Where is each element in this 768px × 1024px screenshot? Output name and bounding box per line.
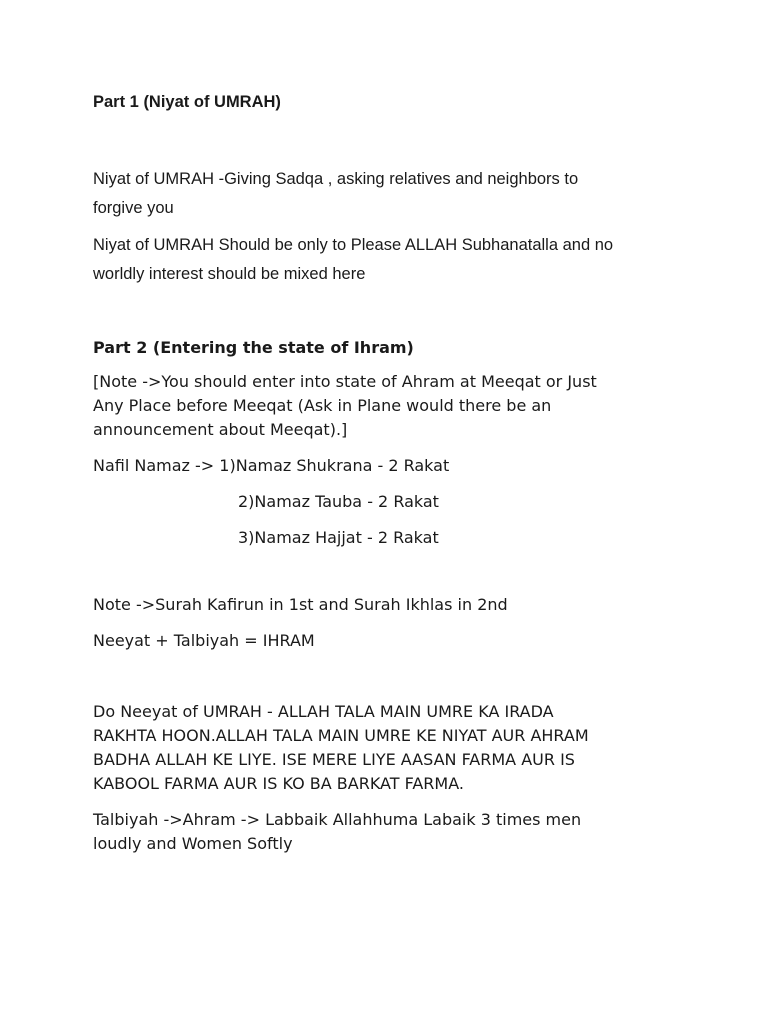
nafil-namaz-line3: 3)Namaz Hajjat - 2 Rakat <box>238 528 439 547</box>
nafil-namaz-line1: Nafil Namaz -> 1)Namaz Shukrana - 2 Rakat <box>93 456 450 475</box>
neeyat-line4: KABOOL FARMA AUR IS KO BA BARKAT FARMA. <box>93 774 464 793</box>
neeyat-line3: BADHA ALLAH KE LIYE. ISE MERE LIYE AASAN FARMA AUR IS <box>93 750 575 769</box>
part1-para1-line2: forgive you <box>93 199 174 217</box>
part2-note-line2: Any Place before Meeqat (Ask in Plane would there be an <box>93 396 552 415</box>
neeyat-line2: RAKHTA HOON.ALLAH TALA MAIN UMRE KE NIYAT AUR AHRAM <box>93 726 589 745</box>
talbiyah-line2: loudly and Women Softly <box>93 834 293 853</box>
part2-note-line1: [Note ->You should enter into state of Ahram at Meeqat or Just <box>93 372 597 391</box>
part1-heading: Part 1 (Niyat of UMRAH) <box>93 93 281 111</box>
part1-para1-line1: Niyat of UMRAH -Giving Sadqa , asking relatives and neighbors to <box>93 170 579 188</box>
surah-note: Note ->Surah Kafirun in 1st and Surah Ikhlas in 2nd <box>93 595 508 614</box>
part2-note-line3: announcement about Meeqat).] <box>93 420 348 439</box>
talbiyah-line1: Talbiyah ->Ahram -> Labbaik Allahhuma Labaik 3 times men <box>93 810 582 829</box>
part1-para2-line1: Niyat of UMRAH Should be only to Please ALLAH Subhanatalla and no <box>93 236 614 254</box>
neeyat-line1: Do Neeyat of UMRAH - ALLAH TALA MAIN UMRE KA IRADA <box>93 702 554 721</box>
ihram-formula: Neeyat + Talbiyah = IHRAM <box>93 631 315 650</box>
part1-para2-line2: worldly interest should be mixed here <box>93 265 366 283</box>
part2-heading: Part 2 (Entering the state of Ihram) <box>93 338 414 357</box>
nafil-namaz-line2: 2)Namaz Tauba - 2 Rakat <box>238 492 439 511</box>
